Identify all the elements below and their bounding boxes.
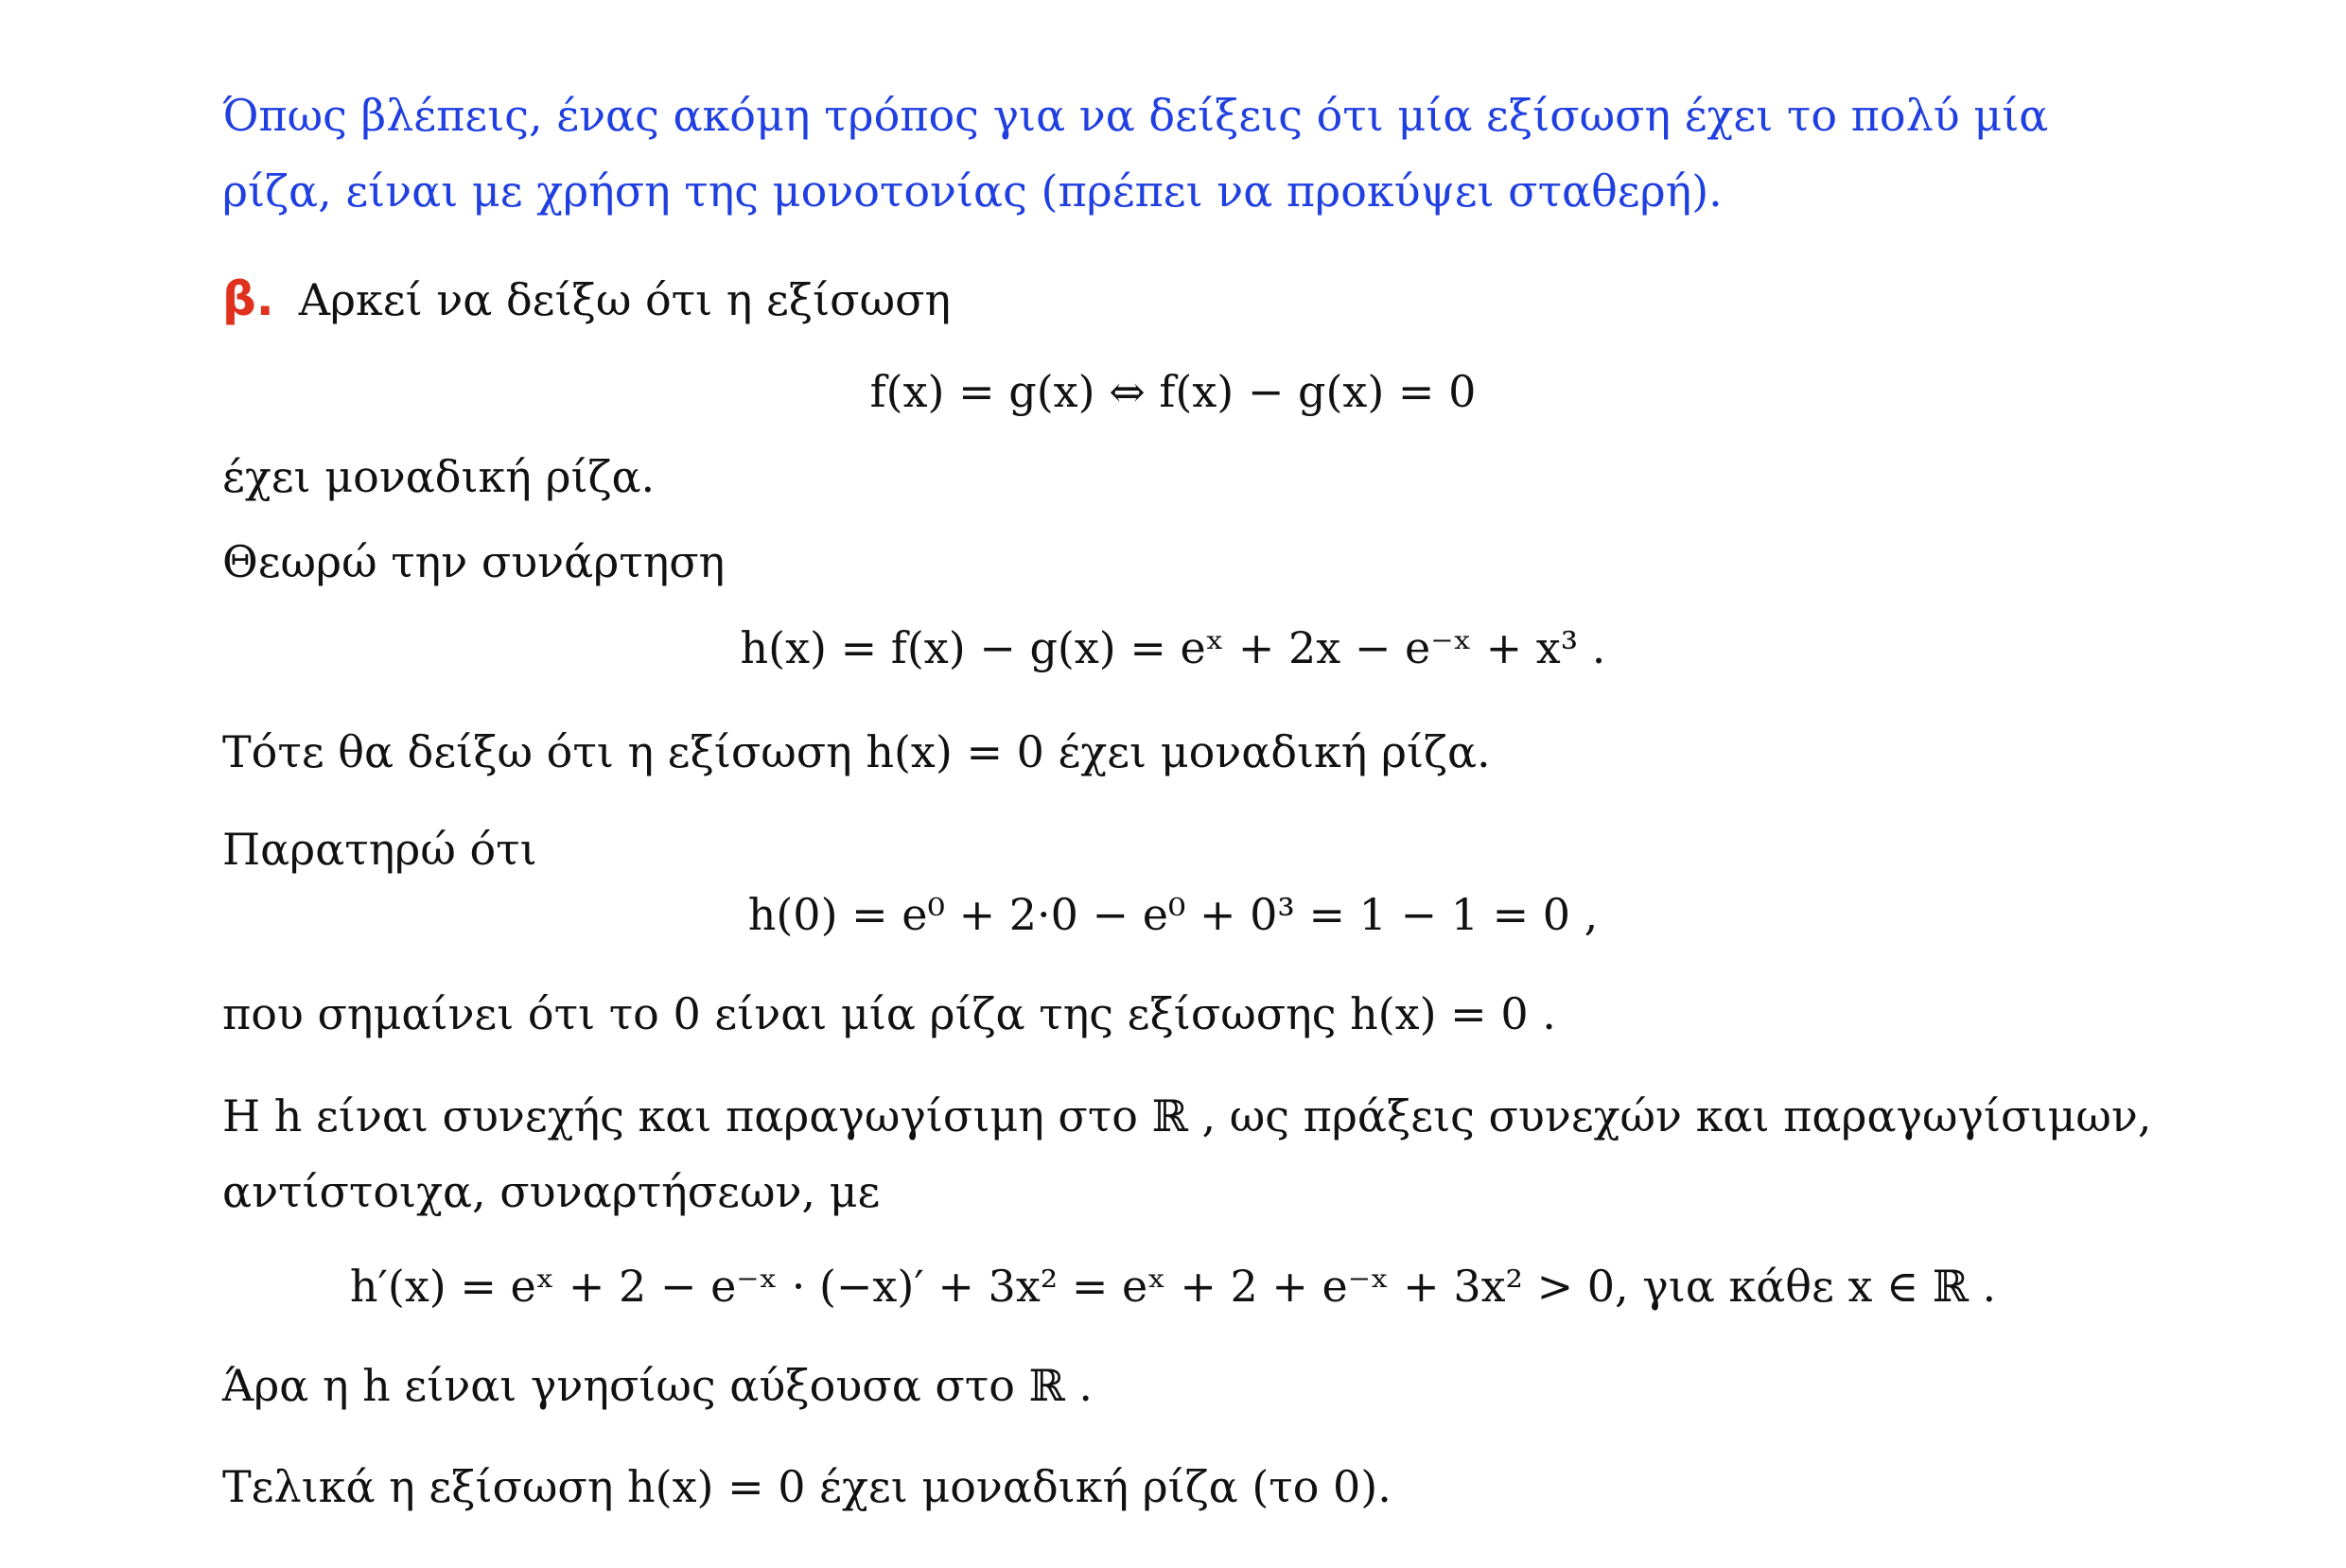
section-heading-row xyxy=(222,270,951,328)
equation-h-at-zero: h(0) = e⁰ + 2·0 − e⁰ + 0³ = 1 − 1 = 0 , xyxy=(747,889,1599,940)
text-respectively: αντίστοιχα, συναρτήσεων, με xyxy=(222,1166,881,1217)
text-consider-function: Θεωρώ την συνάρτηση xyxy=(222,536,726,587)
intro-line-1: Όπως βλέπεις, ένας ακόμη τρόπος για να δείξεις ότι μία εξίσωση έχει το πολύ μία xyxy=(222,90,2049,141)
equation-h-definition: h(x) = f(x) − g(x) = eˣ + 2x − e⁻ˣ + x³ . xyxy=(740,622,1606,673)
equation-h-derivative: h′(x) = eˣ + 2 − e⁻ˣ · (−x)′ + 3x² = eˣ + 2 + e⁻ˣ + 3x² > 0, για κάθε x ∈ ℝ . xyxy=(349,1261,1997,1312)
text-strictly-increasing: Άρα η h είναι γνησίως αύξουσα στο ℝ . xyxy=(222,1360,1094,1411)
text-then-show: Τότε θα δείξω ότι η εξίσωση h(x) = 0 έχει μοναδική ρίζα. xyxy=(222,726,1491,777)
text-zero-is-root: που σημαίνει ότι το 0 είναι μία ρίζα της εξίσωσης h(x) = 0 . xyxy=(222,988,1556,1039)
text-observe: Παρατηρώ ότι xyxy=(222,824,537,875)
text-unique-root: έχει μοναδική ρίζα. xyxy=(222,451,656,502)
text-continuous-differentiable: Η h είναι συνεχής και παραγωγίσιμη στο ℝ , ως πράξεις συνεχών και παραγωγίσιμων, xyxy=(222,1090,2152,1141)
section-heading: Αρκεί να δείξω ότι η εξίσωση xyxy=(298,274,952,325)
text-conclusion: Τελικά η εξίσωση h(x) = 0 έχει μοναδική ρίζα (το 0). xyxy=(222,1461,1392,1512)
section-marker: β. xyxy=(222,271,274,326)
equation-f-equals-g: f(x) = g(x) ⇔ f(x) − g(x) = 0 xyxy=(869,366,1477,417)
intro-line-2: ρίζα, είναι με χρήση της μονοτονίας (πρέπει να προκύψει σταθερή). xyxy=(222,166,1723,217)
